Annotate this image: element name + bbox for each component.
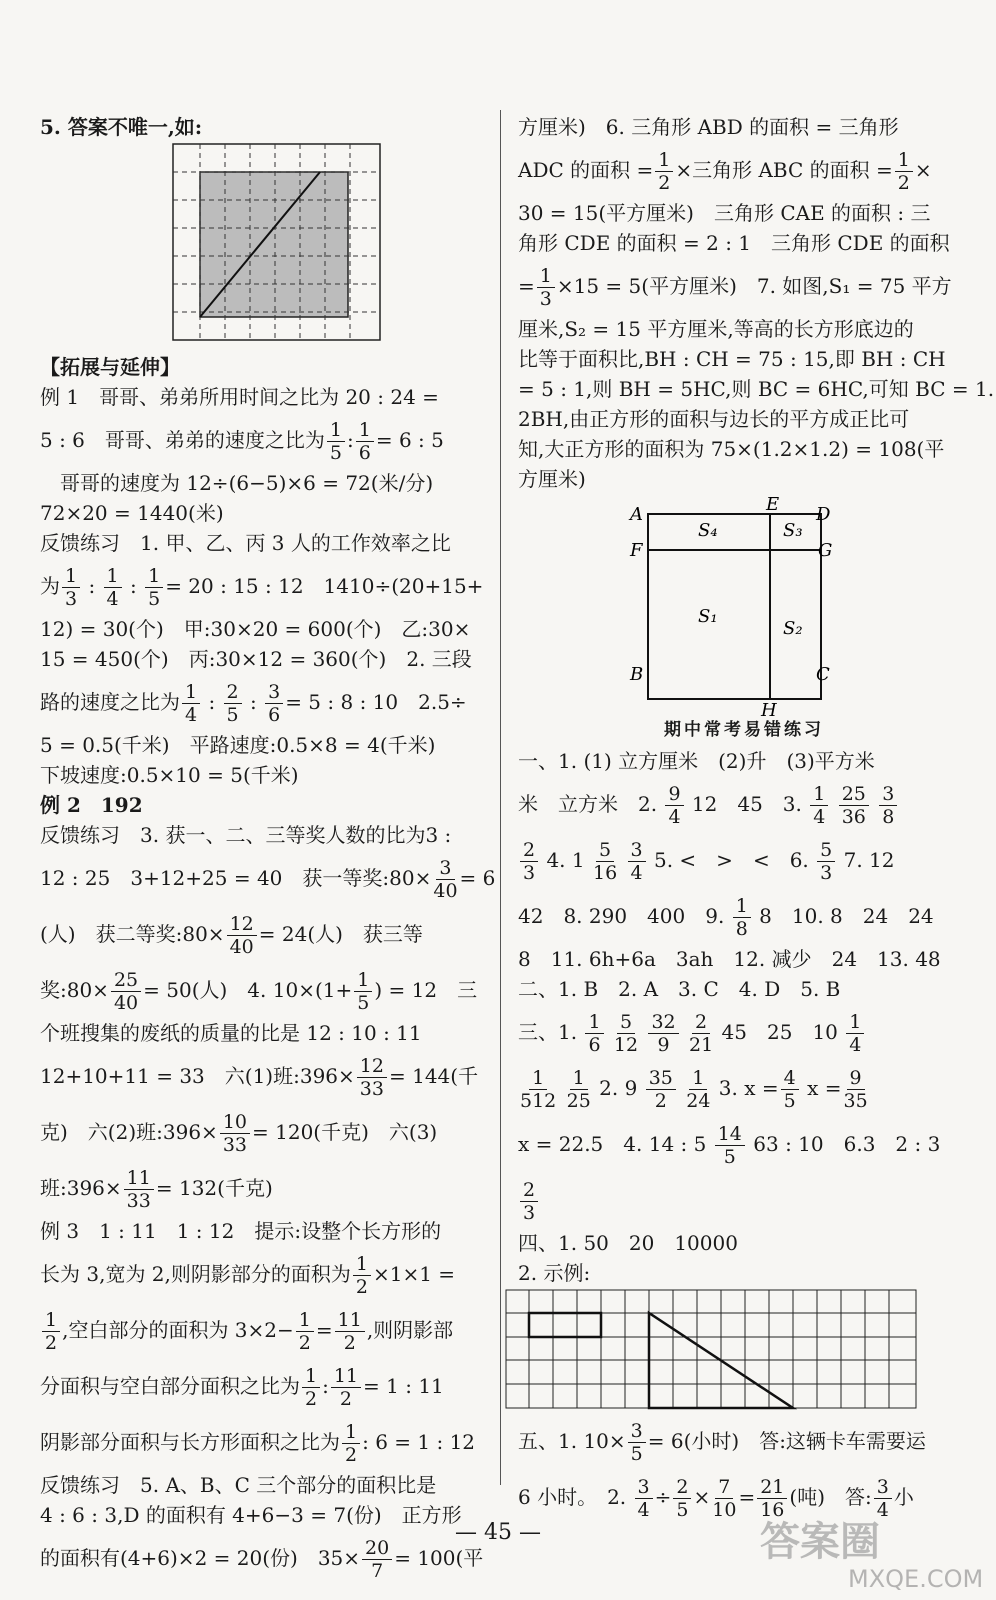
fraction: $\frac{11}{2}$ — [331, 1365, 361, 1410]
label-h: H — [761, 700, 777, 721]
text-line: ADC 的面积 = $\frac{1}{2}$ ×三角形 ABC 的面积 = $\frac{1}{2}$ × — [518, 149, 932, 194]
fraction: $\frac{10}{33}$ — [220, 1111, 250, 1156]
text-line: 2BH,由正方形的面积与边长的平方成正比可 — [518, 407, 910, 431]
fraction: $\frac{11}{2}$ — [335, 1309, 365, 1354]
question-5: 5. 答案不唯一,如: — [40, 115, 203, 139]
fraction: $\frac{12}{33}$ — [357, 1055, 387, 1100]
fraction: $\frac{2}{3}$ — [520, 1179, 538, 1224]
text-line: 15 = 450(个) 丙:30×12 = 360(个) 2. 三段 — [40, 647, 472, 671]
section-midterm: 期中常考易错练习 — [664, 720, 824, 740]
text-line: 一、1. (1) 立方厘米 (2)升 (3)平方米 — [518, 749, 875, 773]
fraction: $\frac{1}{4}$ — [810, 783, 828, 828]
text-line: x = 22.5 4. 14 : 5 $\frac{14}{5}$ 63 : 10 6.3 2 : 3 — [518, 1123, 941, 1168]
fraction: $\frac{1}{3}$ — [62, 565, 80, 610]
label-d: D — [816, 504, 831, 525]
fraction: $\frac{1}{4}$ — [104, 565, 122, 610]
fraction: $\frac{2}{21}$ — [689, 1011, 714, 1056]
fraction: $\frac{1}{2}$ — [655, 149, 673, 194]
fraction: $\frac{2}{5}$ — [673, 1476, 691, 1521]
text-line: 42 8. 290 400 9. $\frac{1}{8}$ 8 10. 8 24 24 — [518, 895, 934, 940]
square-figure-q7 — [518, 494, 970, 721]
text-line: 5 : 6 哥哥、弟弟的速度之比为 $\frac{1}{5}$ : $\frac{1}{6}$ = 6 : 5 — [40, 419, 444, 464]
grid-figure-q5 — [40, 142, 492, 352]
label-s4: S₄ — [698, 520, 718, 541]
text-line: 例 3 1 : 11 1 : 12 提示:设整个长方形的 — [40, 1219, 442, 1243]
fraction: $\frac{3}{8}$ — [879, 783, 897, 828]
text-line: 二、1. B 2. A 3. C 4. D 5. B — [518, 977, 841, 1001]
text-line: 班:396× $\frac{11}{33}$ = 132(千克) — [40, 1167, 273, 1212]
text-line: 路的速度之比为 $\frac{1}{4}$ : $\frac{2}{5}$ : $\frac{3}{6}$ = 5 : 8 : 10 2.5÷ — [40, 681, 467, 726]
text-line: = 5 : 1,则 BH = 5HC,则 BC = 6HC,可知 BC = 1. — [518, 377, 995, 401]
text-line: 下坡速度:0.5×10 = 5(千米) — [40, 763, 299, 787]
watermark-logo: 答案圈 — [760, 1519, 880, 1565]
label-s1: S₁ — [698, 606, 718, 627]
text-line: 反馈练习 5. A、B、C 三个部分的面积比是 — [40, 1473, 437, 1497]
fraction: $\frac{25}{36}$ — [839, 783, 869, 828]
text-line: 反馈练习 1. 甲、乙、丙 3 人的工作效率之比 — [40, 531, 451, 555]
text-line: 知,大正方形的面积为 75×(1.2×1.2) = 108(平 — [518, 437, 945, 461]
fraction: $\frac{1}{8}$ — [733, 895, 751, 940]
fraction: $\frac{5}{12}$ — [613, 1011, 639, 1056]
section-extension: 【拓展与延伸】 — [40, 355, 180, 379]
text-line — [518, 1172, 970, 1228]
text-line: 方厘米) — [518, 467, 586, 491]
fraction: $\frac{1}{6}$ — [585, 1011, 603, 1056]
label-c: C — [816, 664, 830, 685]
text-line: 30 = 15(平方厘米) 三角形 CAE 的面积 : 三 — [518, 201, 931, 225]
fraction: $\frac{1}{2}$ — [296, 1309, 314, 1354]
fraction: $\frac{12}{40}$ — [227, 913, 257, 958]
fraction: $\frac{14}{5}$ — [715, 1123, 745, 1168]
fraction: $\frac{3}{40}$ — [433, 857, 458, 902]
fraction: $\frac{25}{40}$ — [111, 969, 141, 1014]
text-line: 个班搜集的废纸的质量的比是 12 : 10 : 11 — [40, 1021, 422, 1045]
text-line: 12) = 30(个) 甲:30×20 = 600(个) 乙:30× — [40, 617, 471, 641]
text-line: 2. 示例: — [518, 1261, 591, 1285]
text-line: 角形 CDE 的面积 = 2 : 1 三角形 CDE 的面积 — [518, 231, 950, 255]
text-line: 奖:80× $\frac{25}{40}$ = 50(人) 4. 10×(1+ $\frac{1}{5}$ ) = 12 三 — [40, 969, 478, 1014]
fraction: $\frac{3}{4}$ — [628, 839, 646, 884]
text-line: 为 $\frac{1}{3}$ : $\frac{1}{4}$ : $\frac{1}{5}$ = 20 : 15 : 12 1410÷(20+15+ — [40, 565, 484, 610]
fraction: $\frac{1}{3}$ — [537, 265, 555, 310]
text-line: = $\frac{1}{3}$ ×15 = 5(平方厘米) 7. 如图,S₁ = 75 平方 — [518, 265, 952, 310]
text-line: 12 : 25 3+12+25 = 40 获一等奖:80× $\frac{3}{40}$ = 6 — [40, 857, 496, 902]
text-line: 4 : 6 : 3,D 的面积有 4+6−3 = 7(份) 正方形 — [40, 1503, 462, 1527]
fraction: $\frac{5}{16}$ — [592, 839, 618, 884]
fraction: $\frac{1}{2}$ — [42, 1309, 60, 1354]
label-f: F — [630, 540, 643, 561]
label-s3: S₃ — [783, 520, 803, 541]
text-line: 72×20 = 1440(米) — [40, 501, 224, 525]
fraction: $\frac{35}{2}$ — [646, 1067, 676, 1112]
text-line: 5 = 0.5(千米) 平路速度:0.5×8 = 4(千米) — [40, 733, 436, 757]
label-b: B — [630, 664, 644, 685]
fraction: $\frac{9}{4}$ — [665, 783, 683, 828]
right-column — [518, 112, 995, 1525]
fraction: $\frac{32}{9}$ — [648, 1011, 678, 1056]
fraction: $\frac{9}{35}$ — [843, 1067, 868, 1112]
fraction: $\frac{1}{6}$ — [356, 419, 374, 464]
text-line: 12+10+11 = 33 六(1)班:396× $\frac{12}{33}$ = 144(千 — [40, 1055, 479, 1100]
text-line: 例 2 192 — [40, 793, 143, 817]
text-line: $\frac{2}{3}$ 4. 1 $\frac{5}{16}$ $\frac{3}{4}$ 5. < > < 6. $\frac{5}{3}$ 7. 12 — [518, 832, 970, 888]
column-divider — [500, 110, 501, 1485]
fraction: $\frac{11}{33}$ — [124, 1167, 154, 1212]
fraction: $\frac{3}{6}$ — [265, 681, 283, 726]
fraction: $\frac{20}{7}$ — [362, 1537, 392, 1582]
text-line: 克) 六(2)班:396× $\frac{10}{33}$ = 120(千克) 六(3) — [40, 1111, 438, 1156]
text-line: 6 小时。 2. $\frac{3}{4}$ ÷ $\frac{2}{5}$ × $\frac{7}{10}$ = $\frac{21}{16}$ (吨) 答: $\frac{3}{4}$ 小 — [518, 1476, 914, 1521]
text-line: 比等于面积比,BH : CH = 75 : 15,即 BH : CH — [518, 347, 946, 371]
fraction: $\frac{3}{4}$ — [874, 1476, 892, 1521]
text-line: 米 立方米 2. $\frac{9}{4}$ 12 45 3. $\frac{1}{4}$ $\frac{25}{36}$ $\frac{3}{8}$ — [518, 776, 970, 832]
text-line: 三、1. $\frac{1}{6}$ $\frac{5}{12}$ $\frac{32}{9}$ $\frac{2}{21}$ 45 25 10 $\frac{1}{4}$ — [518, 1004, 970, 1060]
text-line: 哥哥的速度为 12÷(6−5)×6 = 72(米/分) — [40, 471, 434, 495]
fraction: $\frac{1}{4}$ — [846, 1011, 864, 1056]
fraction: $\frac{1}{512}$ — [520, 1067, 557, 1112]
text-line: 长为 3,宽为 2,则阴影部分的面积为 $\frac{1}{2}$ ×1×1 = — [40, 1253, 456, 1298]
fraction: $\frac{7}{10}$ — [712, 1476, 737, 1521]
label-s2: S₂ — [783, 618, 803, 639]
left-column — [40, 112, 496, 1586]
label-e: E — [766, 494, 780, 515]
label-g: G — [818, 540, 833, 561]
text-line: $\frac{1}{512}$ $\frac{1}{25}$ 2. 9 $\frac{35}{2}$ $\frac{1}{24}$ 3. x = $\frac{4}{5}$ x = $\frac{9}{35}$ — [520, 1067, 868, 1112]
fraction: $\frac{3}{4}$ — [635, 1476, 653, 1521]
fraction: $\frac{1}{2}$ — [302, 1365, 320, 1410]
fraction: $\frac{4}{5}$ — [781, 1067, 799, 1112]
text-line: 厘米,S₂ = 15 平方厘米,等高的长方形底边的 — [518, 317, 914, 341]
text-line: 8 11. 6h+6a 3ah 12. 减少 24 13. 48 — [518, 947, 941, 971]
text-line: 的面积有(4+6)×2 = 20(份) 35× $\frac{20}{7}$ = 100(平 — [40, 1537, 484, 1582]
fraction: $\frac{1}{5}$ — [327, 419, 345, 464]
text-line: 四、1. 50 20 10000 — [518, 1231, 738, 1255]
drawn-rectangle — [529, 1313, 601, 1337]
fraction: $\frac{1}{25}$ — [566, 1067, 591, 1112]
fraction: $\frac{1}{4}$ — [182, 681, 200, 726]
fraction: $\frac{1}{5}$ — [145, 565, 163, 610]
shaded-rectangle — [200, 172, 348, 317]
text-line: 例 1 哥哥、弟弟所用时间之比为 20 : 24 = — [40, 385, 439, 409]
fraction: $\frac{1}{2}$ — [895, 149, 913, 194]
text-line: 分面积与空白部分面积之比为 $\frac{1}{2}$ : $\frac{11}{2}$ = 1 : 11 — [40, 1365, 444, 1410]
fraction: $\frac{21}{16}$ — [757, 1476, 787, 1521]
fraction: $\frac{2}{5}$ — [224, 681, 242, 726]
label-a: A — [630, 504, 643, 525]
text-line: 方厘米) 6. 三角形 ABD 的面积 = 三角形 — [518, 115, 899, 139]
text-line: $\frac{1}{2}$ ,空白部分的面积为 3×2− $\frac{1}{2}$ = $\frac{11}{2}$ ,则阴影部 — [40, 1302, 492, 1358]
fraction: $\frac{2}{3}$ — [520, 839, 538, 884]
fraction: $\frac{1}{5}$ — [354, 969, 372, 1014]
text-line: 反馈练习 3. 获一、二、三等奖人数的比为3 : — [40, 823, 452, 847]
grid-figure-example — [518, 1288, 970, 1413]
watermark-url: MXQE.COM — [848, 1565, 984, 1593]
text-line: (人) 获二等奖:80× $\frac{12}{40}$ = 24(人) 获三等 — [40, 913, 423, 958]
text-line: 阴影部分面积与长方形面积之比为 $\frac{1}{2}$ : 6 = 1 : 12 — [40, 1421, 476, 1466]
page-number: — 45 — — [455, 1520, 541, 1545]
fraction: $\frac{1}{24}$ — [686, 1067, 711, 1112]
fraction: $\frac{1}{2}$ — [353, 1253, 371, 1298]
fraction: $\frac{5}{3}$ — [817, 839, 835, 884]
text-line: 五、1. 10× $\frac{3}{5}$ = 6(小时) 答:这辆卡车需要运 — [518, 1420, 926, 1465]
fraction: $\frac{3}{5}$ — [628, 1420, 646, 1465]
fraction: $\frac{1}{2}$ — [342, 1421, 360, 1466]
